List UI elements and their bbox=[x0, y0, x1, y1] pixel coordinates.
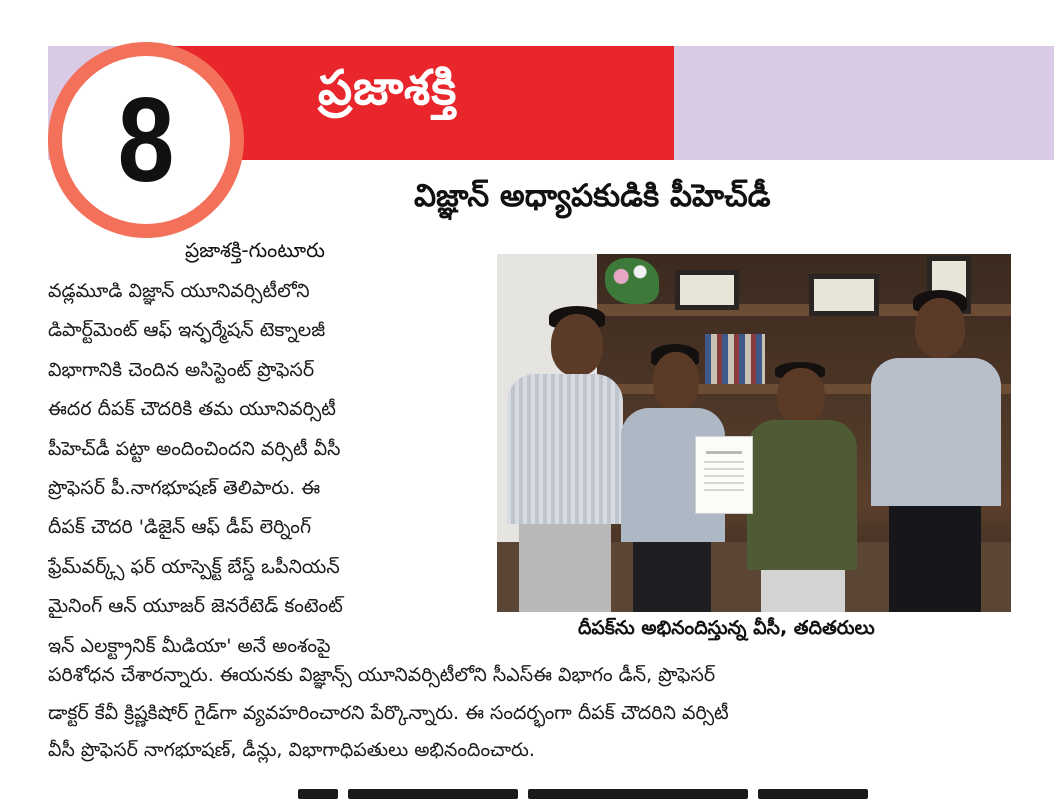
article-line: విభాగానికి చెందిన అసిస్టెంట్ ప్రొఫెసర్ bbox=[48, 358, 315, 381]
article-line: డాక్టర్ కేవీ క్రిష్ణకిషోర్ గైడ్‌గా వ్యవహరించారని పేర్కొన్నారు. ఈ సందర్భంగా దీపక్ చౌదరిని వర్సిటీ bbox=[48, 701, 729, 724]
article-line: పీహెచ్‌డీ పట్టా అందించిందని వర్సిటీ వీసీ bbox=[48, 437, 341, 460]
article-line: దీపక్ చౌదరి 'డిజైన్ ఆఫ్ డీప్ లెర్నింగ్ bbox=[48, 516, 312, 539]
photo-person bbox=[497, 282, 627, 612]
article-line: ఈదర దీపక్ చౌదరికి తమ యూనివర్సిటీ bbox=[48, 398, 336, 421]
article-headline: విజ్ఞాన్ అధ్యాపకుడికి పీహెచ్‌డీ bbox=[414, 178, 771, 214]
photo-caption: దీపక్‌ను అభినందిస్తున్న వీసీ, తదితరులు bbox=[578, 617, 875, 639]
article-line: ఇన్ ఎలక్ట్రానిక్ మీడియా' అనే అంశంపై bbox=[48, 634, 331, 657]
article-line: పరిశోధన చేశారన్నారు. ఈయనకు విజ్ఞాన్స్ యూనివర్సిటీలోని సీఎస్ఈ విభాగం డీన్, ప్రొఫెసర్ bbox=[48, 664, 716, 686]
article-line: ఫ్రేమ్‌వర్క్స్ ఫర్ యాస్పెక్ట్ బేస్డ్ ఒపీనియన్ bbox=[48, 555, 340, 578]
article-line: మైనింగ్ ఆన్ యూజర్ జెనరేటెడ్ కంటెంట్ bbox=[48, 595, 343, 618]
article-line: డిపార్ట్‌మెంట్ ఆఫ్ ఇన్ఫర్మేషన్ టెక్నాలజీ bbox=[48, 319, 326, 342]
article-line: వీసీ ప్రొఫెసర్ నాగభూషణ్, డీన్లు, విభాగాధిపతులు అభినందించారు. bbox=[48, 739, 535, 761]
next-headline-cropped bbox=[48, 785, 1018, 799]
article-line: ప్రొఫెసర్ పీ.నాగభూషణ్ తెలిపారు. ఈ bbox=[48, 476, 321, 499]
article-full-width-text bbox=[48, 657, 1034, 770]
page-number: 8 bbox=[117, 73, 175, 207]
article-line: వడ్లమూడి విజ్ఞాన్ యూనివర్సిటీలోని bbox=[48, 280, 310, 302]
photo-person bbox=[747, 310, 859, 612]
article-photo bbox=[497, 254, 1011, 612]
article-dateline: ప్రజాశక్తి-గుంటూరు bbox=[185, 238, 325, 262]
photo-certificate bbox=[695, 436, 753, 514]
article-column-text bbox=[48, 272, 484, 666]
newspaper-masthead: ప్రజాశక్తి bbox=[318, 60, 458, 116]
photo-person bbox=[861, 272, 1007, 612]
